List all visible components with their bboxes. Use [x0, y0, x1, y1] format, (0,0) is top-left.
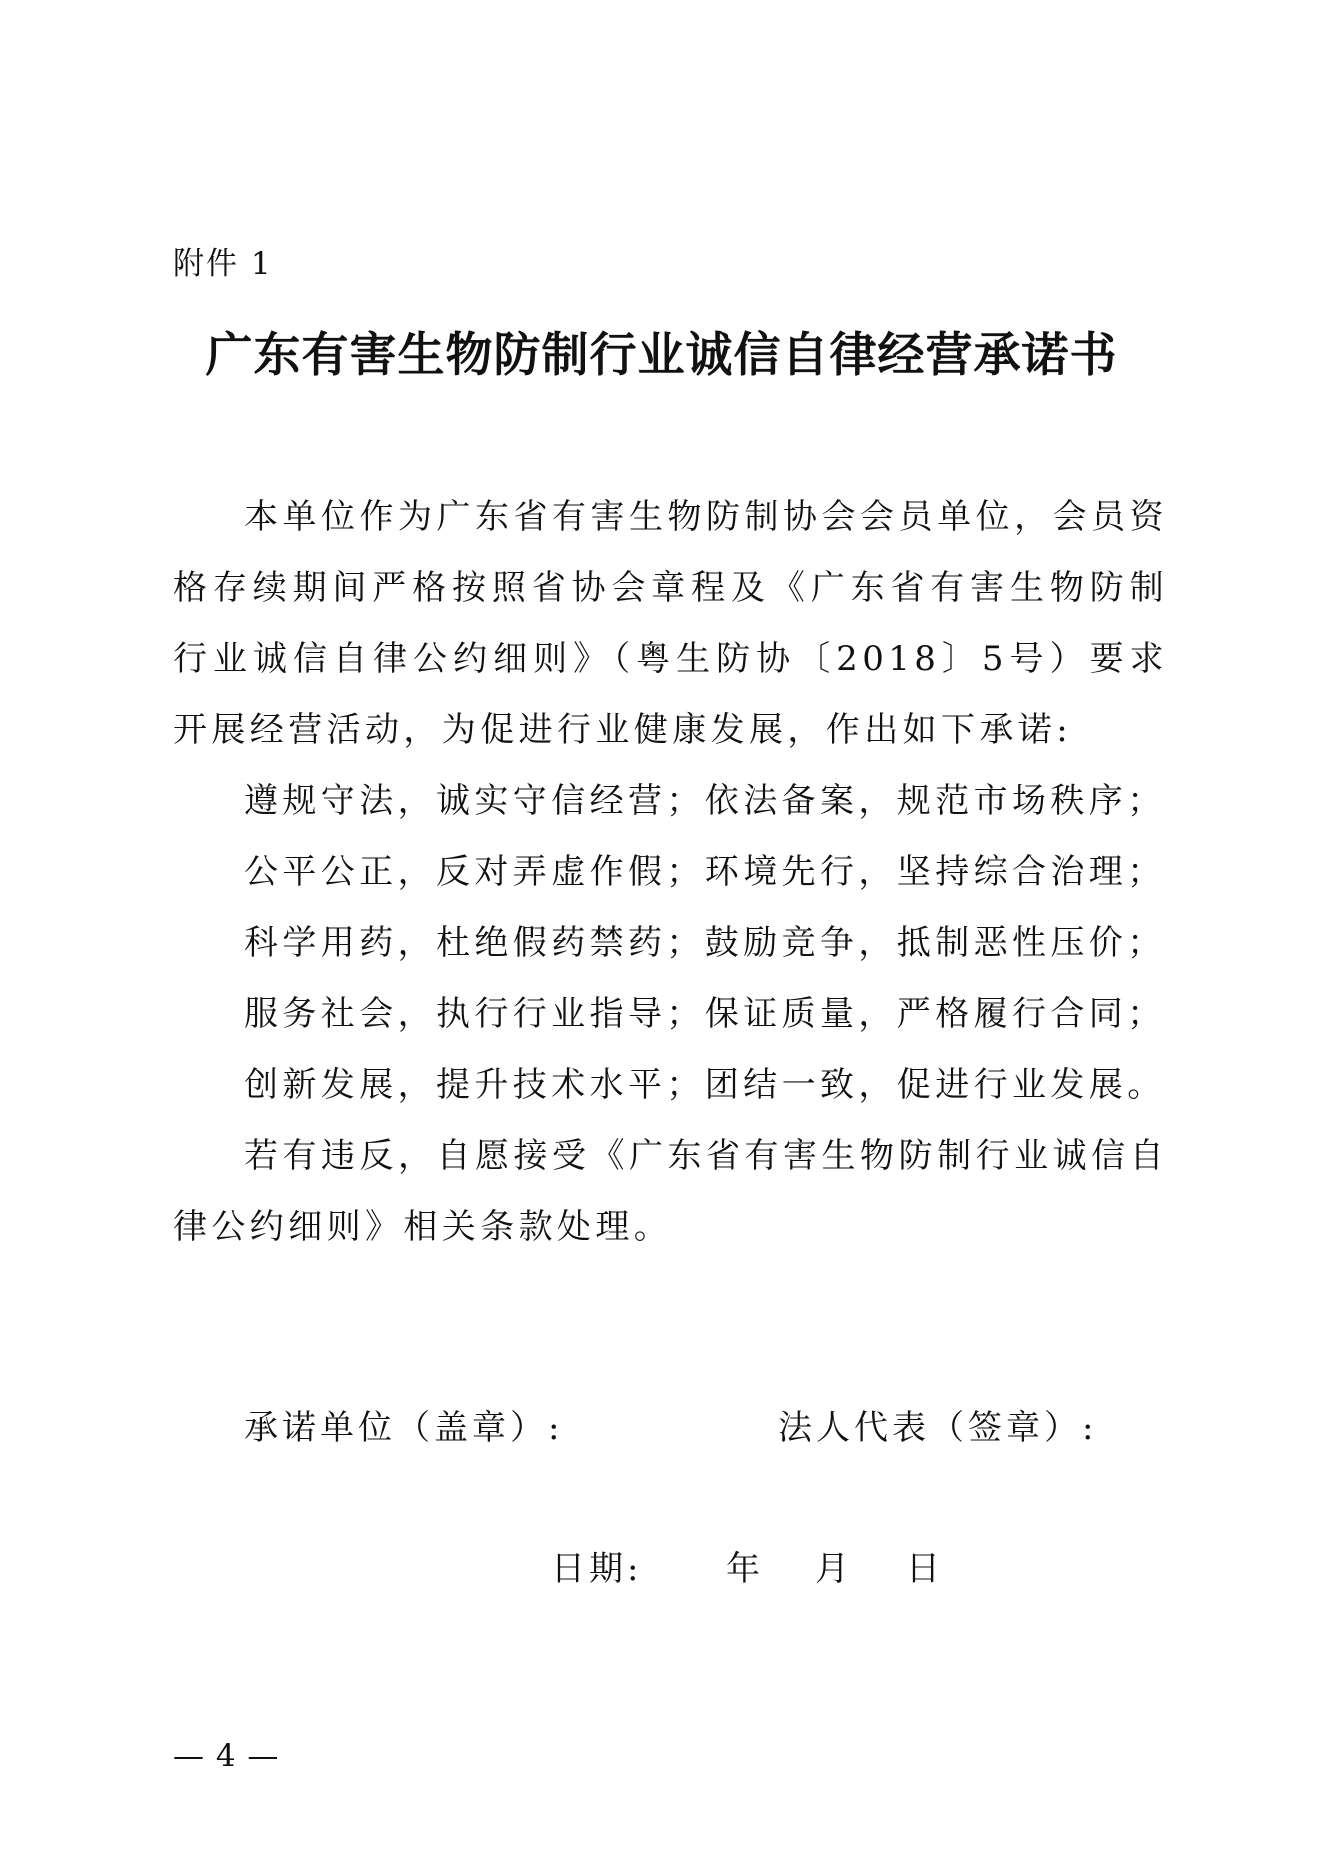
date-year-label: 年 [726, 1549, 764, 1589]
pledge-line-5: 创新发展，提升技术水平；团结一致，促进行业发展。 [244, 1065, 1166, 1105]
pledge-line-2: 公平公正，反对弄虚作假；环境先行，坚持综合治理； [244, 852, 1166, 892]
pledge-line-1: 遵规守法，诚实守信经营；依法备案，规范市场秩序； [244, 781, 1166, 821]
intro-paragraph: 本单位作为广东省有害生物防制协会会员单位，会员资格存续期间严格按照省协会章程及《广东省有害生物防制行业诚信自律公约细则》（粤生防协〔2018〕5号）要求开展经营活动，为促进行业健康发展，作出如下承诺: [173, 497, 1168, 750]
pledge-line-4: 服务社会，执行行业指导；保证质量，严格履行合同； [244, 994, 1166, 1034]
document-title: 广东有害生物防制行业诚信自律经营承诺书 [205, 328, 1118, 383]
committing-unit-seal-label: 承诺单位（盖章）: [244, 1408, 564, 1448]
pledge-line-3: 科学用药，杜绝假药禁药；鼓励竞争，抵制恶性压价； [244, 923, 1166, 963]
attachment-label: 附件 1 [173, 246, 273, 282]
date-month-label: 月 [815, 1549, 853, 1589]
date-day-label: 日 [906, 1549, 944, 1589]
page-number: — 4 — [173, 1738, 280, 1774]
document-body [173, 482, 1168, 1263]
date-label: 日期: [551, 1549, 643, 1589]
violation-paragraph: 若有违反，自愿接受《广东省有害生物防制行业诚信自律公约细则》相关条款处理。 [173, 1136, 1168, 1247]
legal-representative-signature-label: 法人代表（签章）: [778, 1408, 1098, 1448]
